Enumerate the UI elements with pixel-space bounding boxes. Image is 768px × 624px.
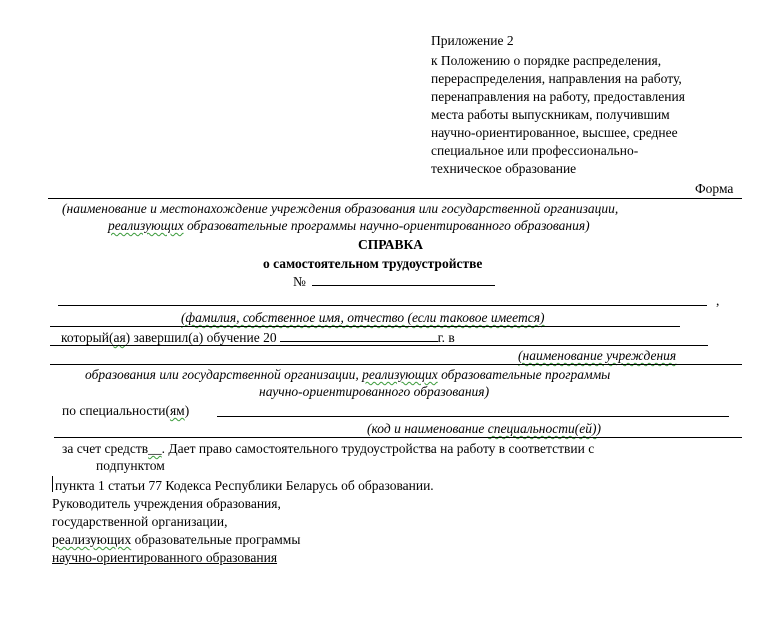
signature-line3 [52,531,300,549]
education-caption-a: образования или государственной организации, [85,367,363,382]
name-caption-text: (фамилия, собственное имя, отчество (если таковое имеется) [181,310,545,325]
completed-line-rule [50,345,708,346]
name-line [58,305,707,306]
appendix-title: Приложение 2 [431,33,514,48]
signature-line3-rest: образовательные программы [131,532,301,547]
number-blank [312,272,495,286]
education-caption-line2: научно-ориентированного образования) [259,384,490,399]
specialty-caption-b: ) [596,421,601,436]
education-caption-line1 [85,366,610,384]
appendix-line-4: места работы выпускникам, получившим [431,107,670,122]
document-subtitle: о самостоятельном трудоустройстве [263,256,483,271]
specialty-label-sq: ям [169,403,185,418]
document-title: СПРАВКА [358,237,424,252]
institution-caption-line2 [108,217,590,235]
appendix-line-5: научно-ориентированное, высшее, среднее [431,125,678,140]
specialty-caption-a: (код и наименование [367,421,488,436]
legal-basis: пункта 1 статьи 77 Кодекса Республики Беларусь об образовании. [55,478,434,493]
form-label: Форма [695,181,734,196]
text-cursor [52,476,53,492]
institution-caption-rest: образовательные программы научно-ориентированного образования) [183,218,590,233]
signature-line2: государственной организации, [52,514,228,529]
specialty-label [62,402,189,420]
completed-text-1: который( [61,330,114,345]
specialty-label-b: ) [184,403,190,418]
funding-text-a: за счет средств [62,441,149,456]
institution-caption-word: реализующих [108,218,184,233]
funding-text-sq: __ [148,441,162,456]
name-caption [181,309,545,327]
signature-line1: Руководитель учреждения образования, [52,496,281,511]
completed-text-sq: ая [113,330,126,345]
institution-caption-line1: (наименование и местонахождение учреждения образования или государственной организации, [62,201,619,216]
institution-name-caption-text: (наименование учреждения [518,348,677,363]
specialty-caption-sq: специальности(ей) [487,421,597,436]
completed-text-3: г. в [437,330,455,345]
completed-text-2: ) завершил(а) обучение 20 [125,330,277,345]
specialty-caption [367,420,601,438]
name-caption-line [50,326,680,327]
name-line-comma: , [716,293,720,308]
institution-name-caption [518,347,676,365]
appendix-line-1: к Положению о порядке распределения, [431,53,662,68]
number-field [293,272,495,291]
signature-line4: научно-ориентированного образования [52,550,278,565]
year-blank [280,328,438,342]
education-caption-sq: реализующих [362,367,438,382]
funding-line1 [62,440,594,458]
funding-line2: подпунктом [96,458,165,473]
signature-line3-sq: реализующих [52,532,132,547]
institution-line [48,198,742,199]
education-caption-b: образовательные программы [437,367,611,382]
appendix-line-2: перераспределения, направления на работу, [431,71,682,86]
appendix-line-3: перенаправления на работу, предоставления [431,89,685,104]
appendix-line-6: специальное или профессионально- [431,143,639,158]
appendix-line-7: техническое образование [431,161,577,176]
number-sign: № [293,274,306,289]
institution-name-line [50,364,742,365]
specialty-caption-line [54,437,742,438]
specialty-label-a: по специальности( [62,403,170,418]
funding-text-b: . Дает право самостоятельного трудоустройства на работу в соответствии с [161,441,595,456]
specialty-blank [217,416,729,417]
